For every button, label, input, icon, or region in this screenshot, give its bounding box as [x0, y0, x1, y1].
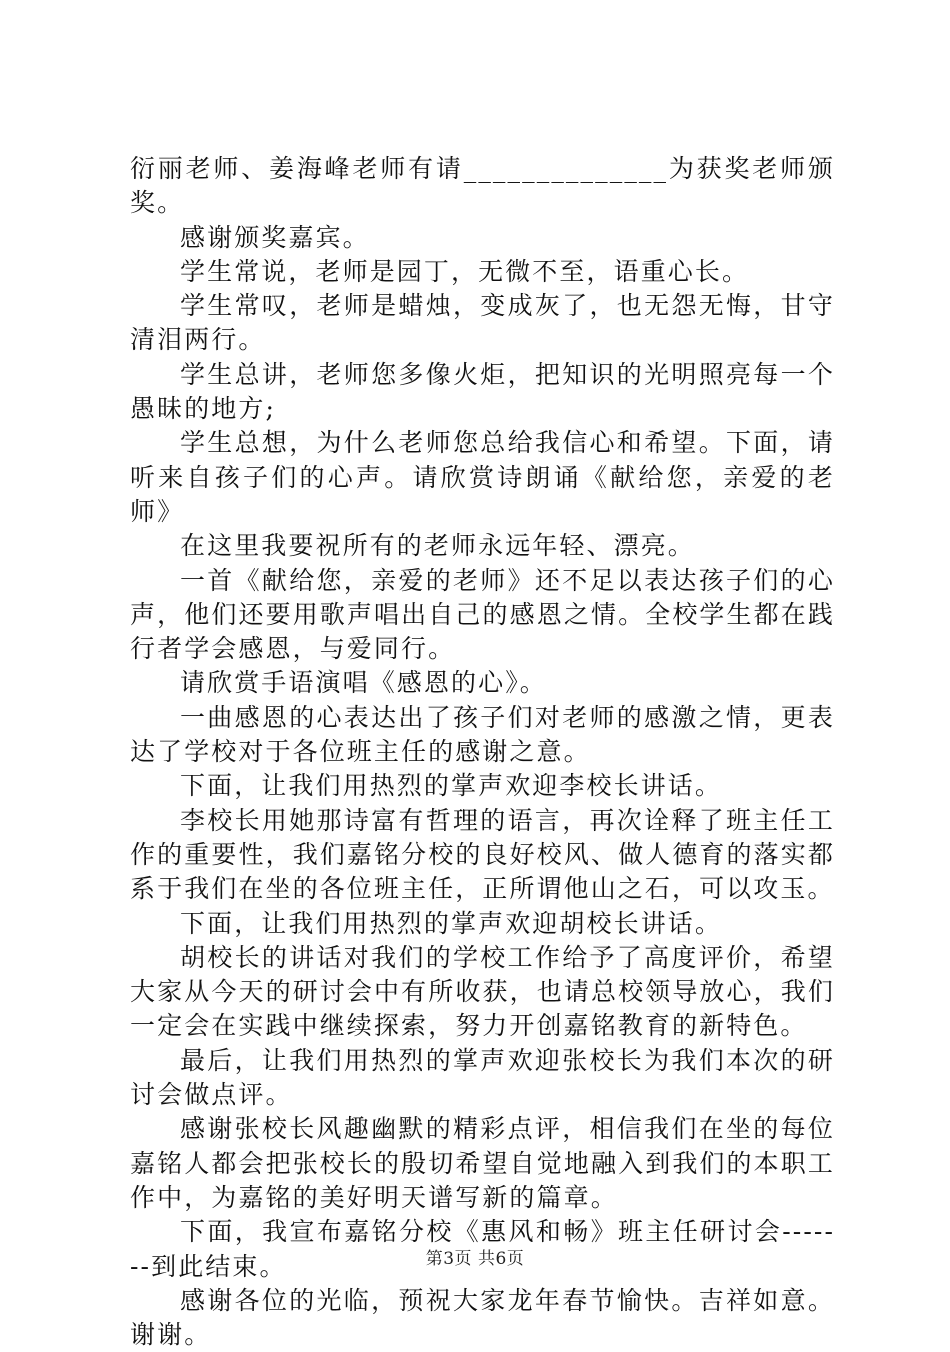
- paragraph: 学生常叹，老师是蜡烛，变成灰了，也无怨无悔，甘守清泪两行。: [130, 291, 835, 355]
- paragraph: 下面，让我们用热烈的掌声欢迎胡校长讲话。: [180, 908, 723, 938]
- document-body: [130, 152, 835, 1352]
- paragraph: 下面，我宣布嘉铭分校《惠风和畅》班主任研讨会-------到此结束。: [130, 1217, 835, 1281]
- paragraph: 胡校长的讲话对我们的学校工作给予了高度评价，希望大家从今天的研讨会中有所收获，也请总校领导放心，我们一定会在实践中继续探索，努力开创嘉铭教育的新特色。: [130, 942, 835, 1041]
- page-number-footer: 第3页 共6页: [425, 1249, 525, 1269]
- paragraph: 感谢各位的光临，预祝大家龙年春节愉快。吉祥如意。谢谢。: [130, 1285, 835, 1350]
- paragraph: 衍丽老师、姜海峰老师有请______________为获奖老师颁奖。: [130, 154, 835, 218]
- paragraph: 一曲感恩的心表达出了孩子们对老师的感激之情，更表达了学校对于各位班主任的感谢之意。: [130, 702, 835, 767]
- paragraph: 感谢颁奖嘉宾。: [180, 222, 370, 252]
- paragraph: 下面，让我们用热烈的掌声欢迎李校长讲话。: [180, 771, 723, 801]
- paragraph: 学生总讲，老师您多像火炬，把知识的光明照亮每一个愚昧的地方;: [130, 359, 835, 424]
- paragraph: 一首《献给您，亲爱的老师》还不足以表达孩子们的心声，他们还要用歌声唱出自己的感恩之情。全校学生都在践行者学会感恩，与爱同行。: [130, 565, 835, 664]
- paragraph: 李校长用她那诗富有哲理的语言，再次诠释了班主任工作的重要性，我们嘉铭分校的良好校风、做人德育的落实都系于我们在坐的各位班主任，正所谓他山之石，可以攻玉。: [130, 805, 835, 904]
- paragraph: 请欣赏手语演唱《感恩的心》。: [180, 668, 547, 698]
- paragraph: 在这里我要祝所有的老师永远年轻、漂亮。: [180, 531, 695, 561]
- paragraph: 感谢张校长风趣幽默的精彩点评，相信我们在坐的每位嘉铭人都会把张校长的殷切希望自觉地融入到我们的本职工作中，为嘉铭的美好明天谱写新的篇章。: [130, 1114, 835, 1212]
- paragraph: 学生常说，老师是园丁，无微不至，语重心长。: [180, 256, 750, 286]
- paragraph: 最后，让我们用热烈的掌声欢迎张校长为我们本次的研讨会做点评。: [130, 1045, 835, 1110]
- paragraph: 学生总想，为什么老师您总给我信心和希望。下面，请听来自孩子们的心声。请欣赏诗朗诵《献给您，亲爱的老师》: [130, 428, 835, 526]
